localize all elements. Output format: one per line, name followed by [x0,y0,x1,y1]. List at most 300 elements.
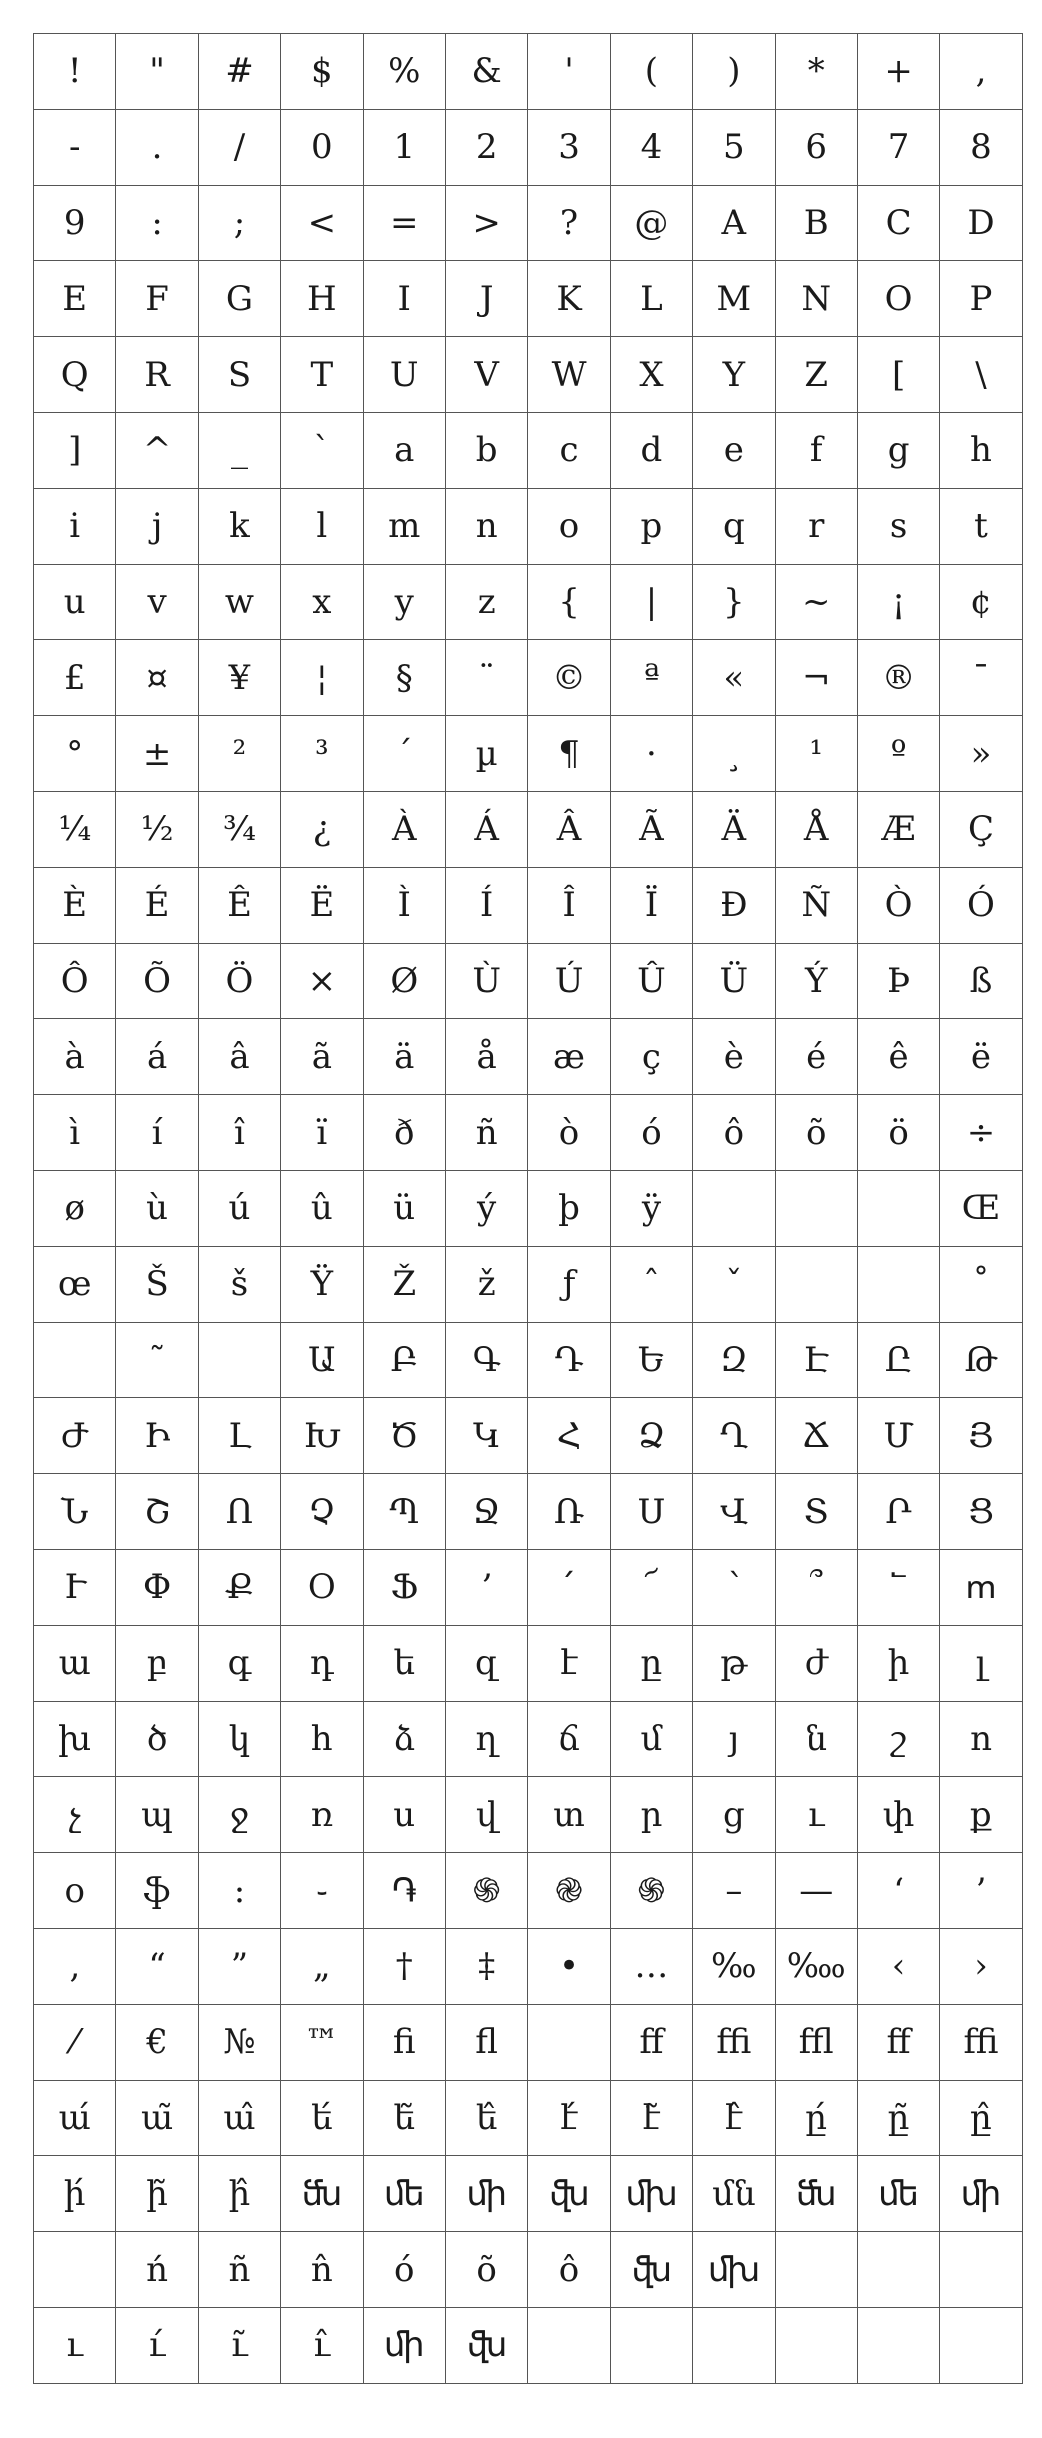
glyph-cell: ¾ [198,791,280,867]
glyph-cell: i [34,488,116,564]
glyph-cell: օ [34,1853,116,1929]
glyph-cell: ﬖ [445,2307,527,2383]
glyph-cell: Ë [281,867,363,943]
glyph-cell: ñ [445,1095,527,1171]
glyph-row [34,1170,1023,1246]
glyph-row [34,1701,1023,1777]
glyph-cell: A [693,185,775,261]
glyph-cell: Ը [857,1322,939,1398]
glyph-cell: 4 [610,109,692,185]
glyph-cell: Þ [857,943,939,1019]
glyph-cell: † [363,1928,445,2004]
glyph-cell: ü [363,1170,445,1246]
glyph-cell: է̃ [610,2080,692,2156]
glyph-cell: ﬕ [940,2156,1022,2232]
glyph-cell: ռ [281,1777,363,1853]
glyph-row [34,2004,1023,2080]
glyph-row [34,867,1023,943]
glyph-cell [693,2307,775,2383]
glyph-cell: ¼ [34,791,116,867]
glyph-cell: Ù [445,943,527,1019]
glyph-cell: № [198,2004,280,2080]
glyph-cell: ² [198,716,280,792]
glyph-cell [528,2307,610,2383]
glyph-table [33,33,1023,2384]
glyph-row [34,488,1023,564]
glyph-row [34,185,1023,261]
glyph-cell: ó [363,2232,445,2308]
glyph-cell: Ց [940,1474,1022,1550]
glyph-cell: G [198,261,280,337]
glyph-cell: Յ [940,1398,1022,1474]
glyph-cell: š [198,1246,280,1322]
glyph-cell: µ [445,716,527,792]
glyph-cell: ը̃ [857,2080,939,2156]
glyph-cell: º [857,716,939,792]
glyph-cell: ’ [940,1853,1022,1929]
glyph-cell: ß [940,943,1022,1019]
glyph-cell: å [445,1019,527,1095]
glyph-cell [198,1322,280,1398]
glyph-cell: խ [34,1701,116,1777]
glyph-cell: . [116,109,198,185]
glyph-cell: ë [940,1019,1022,1095]
glyph-cell: Ï [610,867,692,943]
glyph-cell: T [281,337,363,413]
glyph-cell: ¸ [693,716,775,792]
glyph-cell: ! [34,34,116,110]
glyph-cell: h [940,412,1022,488]
glyph-cell: ½ [116,791,198,867]
glyph-cell: թ [693,1625,775,1701]
glyph-cell: 6 [775,109,857,185]
glyph-cell: ™ [281,2004,363,2080]
glyph-cell: գ [198,1625,280,1701]
glyph-row [34,943,1023,1019]
glyph-cell: Ճ [775,1398,857,1474]
glyph-cell: ò [528,1095,610,1171]
glyph-cell: ° [34,716,116,792]
glyph-row [34,109,1023,185]
glyph-cell: Ս [610,1474,692,1550]
glyph-cell: S [198,337,280,413]
glyph-row [34,34,1023,110]
glyph-cell: ˚ [940,1246,1022,1322]
glyph-row [34,2232,1023,2308]
glyph-cell: ՞ [775,1549,857,1625]
glyph-cell: պ [116,1777,198,1853]
glyph-cell: ¡ [857,564,939,640]
glyph-cell: ա [34,1625,116,1701]
glyph-cell: … [610,1928,692,2004]
glyph-cell: N [775,261,857,337]
glyph-cell: ¦ [281,640,363,716]
glyph-cell: Ž [363,1246,445,1322]
glyph-cell: ] [34,412,116,488]
glyph-cell [940,2232,1022,2308]
glyph-cell: ջ [198,1777,280,1853]
glyph-cell: ; [198,185,280,261]
glyph-cell: n [445,488,527,564]
glyph-cell: O [857,261,939,337]
glyph-cell: t [940,488,1022,564]
glyph-cell: ﬀ [610,2004,692,2080]
glyph-cell: ¤ [116,640,198,716]
glyph-cell: ։ [198,1853,280,1929]
glyph-row [34,2156,1023,2232]
glyph-cell: — [775,1853,857,1929]
glyph-cell: 8 [940,109,1022,185]
glyph-cell: Ó [940,867,1022,943]
glyph-cell: y [363,564,445,640]
glyph-cell: ( [610,34,692,110]
glyph-cell: Գ [445,1322,527,1398]
glyph-cell: £ [34,640,116,716]
glyph-cell: Տ [775,1474,857,1550]
glyph-cell: ե́ [281,2080,363,2156]
glyph-cell: c [528,412,610,488]
glyph-cell: * [775,34,857,110]
glyph-cell: ‱ [775,1928,857,2004]
glyph-cell: Չ [281,1474,363,1550]
glyph-cell: Ö [198,943,280,1019]
glyph-cell: ւ̂ [281,2307,363,2383]
glyph-cell: ô [693,1095,775,1171]
glyph-row [34,564,1023,640]
glyph-cell: ծ [116,1701,198,1777]
glyph-cell: Բ [363,1322,445,1398]
glyph-cell: ) [693,34,775,110]
glyph-cell: ž [445,1246,527,1322]
glyph-cell: © [528,640,610,716]
glyph-cell: I [363,261,445,337]
glyph-cell: k [198,488,280,564]
glyph-cell: ¢ [940,564,1022,640]
glyph-cell: Կ [445,1398,527,1474]
glyph-cell: ֍ [445,1853,527,1929]
glyph-cell: ﬀ [857,2004,939,2080]
glyph-cell: Ý [775,943,857,1019]
glyph-cell: Ç [940,791,1022,867]
glyph-cell: Æ [857,791,939,867]
glyph-cell: ՝ [693,1549,775,1625]
glyph-cell: / [198,109,280,185]
glyph-cell: ժ [775,1625,857,1701]
glyph-cell: ﬃ [693,2004,775,2080]
glyph-cell [775,1170,857,1246]
glyph-cell: ւ́ [116,2307,198,2383]
glyph-cell: õ [445,2232,527,2308]
glyph-row [34,716,1023,792]
glyph-cell: M [693,261,775,337]
glyph-cell: w [198,564,280,640]
glyph-cell [34,1322,116,1398]
glyph-row [34,1322,1023,1398]
glyph-cell: ՜ [610,1549,692,1625]
glyph-cell: Ձ [610,1398,692,1474]
glyph-cell: « [693,640,775,716]
glyph-cell: “ [116,1928,198,2004]
glyph-cell: Ա [281,1322,363,1398]
glyph-cell: e [693,412,775,488]
glyph-cell: 9 [34,185,116,261]
glyph-cell: C [857,185,939,261]
glyph-cell: ֍ [610,1853,692,1929]
glyph-cell: ¿ [281,791,363,867]
glyph-cell: ﬗ [693,2232,775,2308]
glyph-cell: ﬁ [363,2004,445,2080]
glyph-cell: R [116,337,198,413]
glyph-cell: ˜ [116,1322,198,1398]
glyph-cell: z [445,564,527,640]
glyph-cell: մ [610,1701,692,1777]
glyph-cell: ¹ [775,716,857,792]
glyph-cell: ա̂ [198,2080,280,2156]
glyph-cell: ¥ [198,640,280,716]
glyph-cell: ⁄ [34,2004,116,2080]
glyph-cell: U [363,337,445,413]
glyph-cell [857,1246,939,1322]
glyph-cell: ô [528,2232,610,2308]
glyph-cell: ã [281,1019,363,1095]
glyph-cell [775,2307,857,2383]
glyph-row [34,2307,1023,2383]
glyph-row [34,1246,1023,1322]
glyph-cell: ƒ [528,1246,610,1322]
glyph-cell: | [610,564,692,640]
glyph-cell: ֊ [281,1853,363,1929]
glyph-cell: է̂ [693,2080,775,2156]
glyph-cell: Î [528,867,610,943]
glyph-cell: È [34,867,116,943]
glyph-cell: Í [445,867,527,943]
glyph-cell: շ [857,1701,939,1777]
glyph-cell: Զ [693,1322,775,1398]
glyph-cell: P [940,261,1022,337]
glyph-cell: ի̃ [116,2156,198,2232]
glyph-cell: n̂ [281,2232,363,2308]
glyph-cell: ց [693,1777,775,1853]
glyph-cell: ձ [363,1701,445,1777]
glyph-cell: p [610,488,692,564]
glyph-cell: Ÿ [281,1246,363,1322]
glyph-cell: u [34,564,116,640]
glyph-cell: լ [940,1625,1022,1701]
glyph-cell: F [116,261,198,337]
glyph-cell: ÿ [610,1170,692,1246]
glyph-cell: Z [775,337,857,413]
glyph-cell: E [34,261,116,337]
glyph-cell [940,2307,1022,2383]
glyph-cell: ª [610,640,692,716]
glyph-cell: & [445,34,527,110]
glyph-cell: g [857,412,939,488]
glyph-cell: 0 [281,109,363,185]
glyph-cell: զ [445,1625,527,1701]
glyph-cell: Š [116,1246,198,1322]
glyph-cell: Խ [281,1398,363,1474]
glyph-row [34,1928,1023,2004]
glyph-cell: Դ [528,1322,610,1398]
glyph-cell: դ [281,1625,363,1701]
glyph-cell: ç [610,1019,692,1095]
glyph-cell: ա̃ [116,2080,198,2156]
glyph-cell: ﬖ [528,2156,610,2232]
glyph-cell: ń [116,2232,198,2308]
glyph-cell: j [116,488,198,564]
glyph-cell: ը̂ [940,2080,1022,2156]
glyph-cell [775,2232,857,2308]
glyph-cell: ֆ [116,1853,198,1929]
glyph-cell: Õ [116,943,198,1019]
glyph-cell: ս [363,1777,445,1853]
glyph-cell: Ê [198,867,280,943]
glyph-cell: x [281,564,363,640]
glyph-cell: 1 [363,109,445,185]
glyph-cell: é [775,1019,857,1095]
glyph-row [34,1398,1023,1474]
glyph-cell: L [610,261,692,337]
glyph-cell: ﬔ [363,2156,445,2232]
glyph-cell: " [116,34,198,110]
glyph-cell: Պ [363,1474,445,1550]
glyph-cell: + [857,34,939,110]
glyph-cell: ե [363,1625,445,1701]
glyph-cell: ՠ [940,1549,1022,1625]
glyph-cell: î [198,1095,280,1171]
glyph-cell: բ [116,1625,198,1701]
glyph-cell: ր [610,1777,692,1853]
glyph-cell: ´ [363,716,445,792]
glyph-cell: q [693,488,775,564]
glyph-cell: ﬕ [445,2156,527,2232]
glyph-cell: r [775,488,857,564]
glyph-cell: = [363,185,445,261]
glyph-cell: € [116,2004,198,2080]
glyph-cell: ﬓ [775,2156,857,2232]
glyph-cell: ւ̃ [198,2307,280,2383]
glyph-cell: X [610,337,692,413]
glyph-cell: ի̂ [198,2156,280,2232]
glyph-cell: W [528,337,610,413]
glyph-cell: ﬖ [610,2232,692,2308]
glyph-cell: _ [198,412,280,488]
glyph-cell: Ջ [445,1474,527,1550]
glyph-cell [857,2232,939,2308]
glyph-cell: ﬃ [940,2004,1022,2080]
glyph-cell: À [363,791,445,867]
glyph-cell: \ [940,337,1022,413]
glyph-cell: Ò [857,867,939,943]
glyph-row [34,261,1023,337]
glyph-cell: Ե [610,1322,692,1398]
glyph-cell: Ր [857,1474,939,1550]
glyph-cell: ì [34,1095,116,1171]
glyph-cell: › [940,1928,1022,2004]
glyph-cell: Ռ [528,1474,610,1550]
glyph-cell: ? [528,185,610,261]
glyph-cell: ն [775,1701,857,1777]
glyph-cell: ³ [281,716,363,792]
glyph-cell: ~ [775,564,857,640]
glyph-cell: œ [34,1246,116,1322]
glyph-cell: Ղ [693,1398,775,1474]
glyph-cell: հ [281,1701,363,1777]
glyph-cell: ի́ [34,2156,116,2232]
glyph-cell: ú [198,1170,280,1246]
glyph-cell: ä [363,1019,445,1095]
glyph-cell: Օ [281,1549,363,1625]
glyph-cell: ճ [528,1701,610,1777]
glyph-cell: ՛ [528,1549,610,1625]
glyph-cell: ‡ [445,1928,527,2004]
glyph-cell: ¯ [940,640,1022,716]
glyph-cell: Q [34,337,116,413]
glyph-cell: ‹ [857,1928,939,2004]
glyph-cell: չ [34,1777,116,1853]
glyph-cell: Y [693,337,775,413]
glyph-cell: ﬔ [857,2156,939,2232]
glyph-cell: 7 [857,109,939,185]
glyph-cell: Լ [198,1398,280,1474]
glyph-row [34,791,1023,867]
glyph-cell: Ñ [775,867,857,943]
glyph-cell: # [198,34,280,110]
glyph-cell: Á [445,791,527,867]
glyph-cell: ' [528,34,610,110]
glyph-cell: ö [857,1095,939,1171]
glyph-cell: í [116,1095,198,1171]
glyph-table-body [34,34,1023,2384]
glyph-cell: ` [281,412,363,488]
glyph-cell: ® [857,640,939,716]
glyph-cell: ղ [445,1701,527,1777]
glyph-cell: - [34,109,116,185]
glyph-cell: ” [198,1928,280,2004]
glyph-row [34,1019,1023,1095]
glyph-cell: ý [445,1170,527,1246]
glyph-cell: ֏ [363,1853,445,1929]
glyph-cell: V [445,337,527,413]
glyph-cell: v [116,564,198,640]
glyph-cell: 5 [693,109,775,185]
glyph-cell: ՟ [857,1549,939,1625]
glyph-cell: Â [528,791,610,867]
glyph-cell: % [363,34,445,110]
glyph-cell: ˇ [693,1246,775,1322]
glyph-cell: ֎ [528,1853,610,1929]
glyph-cell: կ [198,1701,280,1777]
glyph-cell: Հ [528,1398,610,1474]
glyph-cell [857,1170,939,1246]
glyph-cell: § [363,640,445,716]
glyph-cell: Մ [857,1398,939,1474]
glyph-cell: { [528,564,610,640]
glyph-cell: է [528,1625,610,1701]
glyph-cell: @ [610,185,692,261]
glyph-cell: Ü [693,943,775,1019]
glyph-cell: É [116,867,198,943]
glyph-row [34,1095,1023,1171]
glyph-cell [34,2232,116,2308]
glyph-row [34,1474,1023,1550]
glyph-cell: á [116,1019,198,1095]
glyph-cell: վ [445,1777,527,1853]
glyph-cell: Ô [34,943,116,1019]
glyph-row [34,640,1023,716]
glyph-cell: ^ [116,412,198,488]
glyph-row [34,1625,1023,1701]
